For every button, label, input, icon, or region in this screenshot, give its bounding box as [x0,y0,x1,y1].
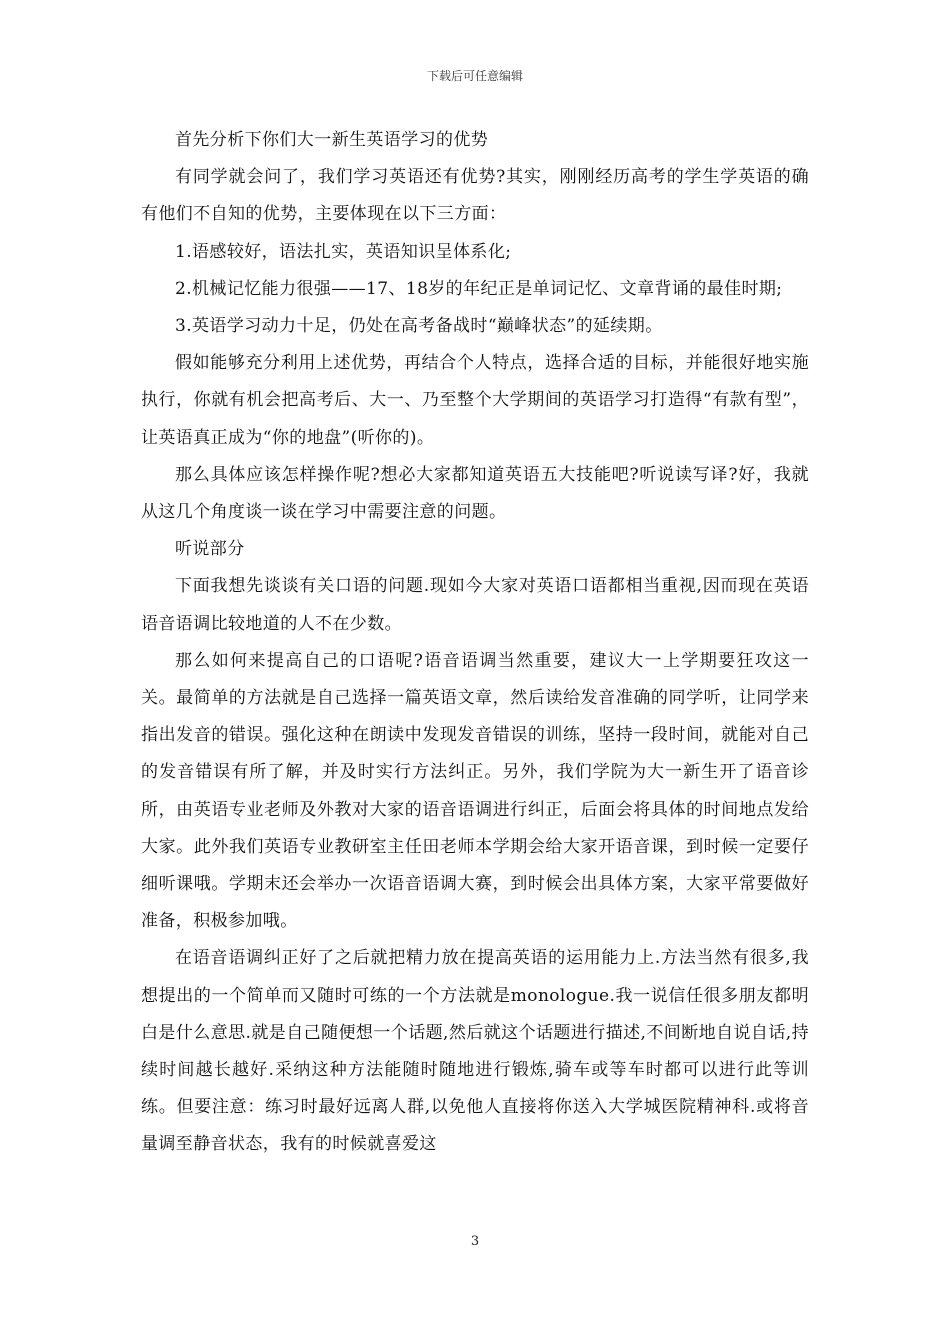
paragraph: 有同学就会问了，我们学习英语还有优势?其实，刚刚经历高考的学生学英语的确有他们不自知的优势，主要体现在以下三方面： [141,167,809,225]
paragraph: 那么如何来提高自己的口语呢?语音语调当然重要，建议大一上学期要狂攻这一关。最简单的方法就是自己选择一篇英语文章，然后读给发音准确的同学听，让同学来指出发音的错误。强化这种在朗读中发现发音错误的训练，坚持一段时间，就能对自己的发音错误有所了解，并及时实行方法纠正。另外，我们学院为大一新生开了语音诊所，由英语专业老师及外教对大家的语音语调进行纠正，后面会将具体的时间地点发给大家。此外我们英语专业教研室主任田老师本学期会给大家开语音课，到时候一定要仔细听课哦。学期末还会举办一次语音语调大赛，到时候会出具体方案，大家平常要做好准备，积极参加哦。 [141,650,809,932]
list-item: 3.英语学习动力十足，仍处在高考备战时“巅峰状态”的延续期。 [175,316,663,337]
section-heading-listening-speaking: 听说部分 [175,539,245,560]
page-header: 下载后可任意编辑 [426,69,523,83]
paragraph: 下面我想先谈谈有关口语的问题.现如今大家对英语口语都相当重视,因而现在英语语音语调比较地道的人不在少数。 [141,576,809,634]
page-number: 3 [470,1234,480,1249]
document-body [141,122,809,1164]
paragraph: 假如能够充分利用上述优势，再结合个人特点，选择合适的目标，并能很好地实施执行，你就有机会把高考后、大一、乃至整个大学期间的英语学习打造得“有款有型”，让英语真正成为“你的地盘”(听你的)。 [141,353,809,448]
list-item: 2.机械记忆能力很强——17、18岁的年纪正是单词记忆、文章背诵的最佳时期; [175,278,783,299]
list-item: 1.语感较好，语法扎实，英语知识呈体系化; [175,241,512,262]
paragraph: 那么具体应该怎样操作呢?想必大家都知道英语五大技能吧?听说读写译?好，我就从这几个角度谈一谈在学习中需要注意的问题。 [141,464,809,523]
paragraph: 在语音语调纠正好了之后就把精力放在提高英语的运用能力上.方法当然有很多,我想提出的一个简单而又随时可练的一个方法就是monologue.我一说信任很多朋友都明白是什么意思.就是自己随便想一个话题,然后就这个话题进行描述,不间断地自说自话,持续时间越长越好.采纳这种方法能随时随地进行锻炼,骑车或等车时都可以进行此等训练。但要注意：练习时最好远离人群,以免他人直接将你送入大学城医院精神科.或将音量调至静音状态，我有的时候就喜爱这 [141,948,809,1155]
paragraph-section-heading-advantages: 首先分析下你们大一新生英语学习的优势 [175,130,489,150]
